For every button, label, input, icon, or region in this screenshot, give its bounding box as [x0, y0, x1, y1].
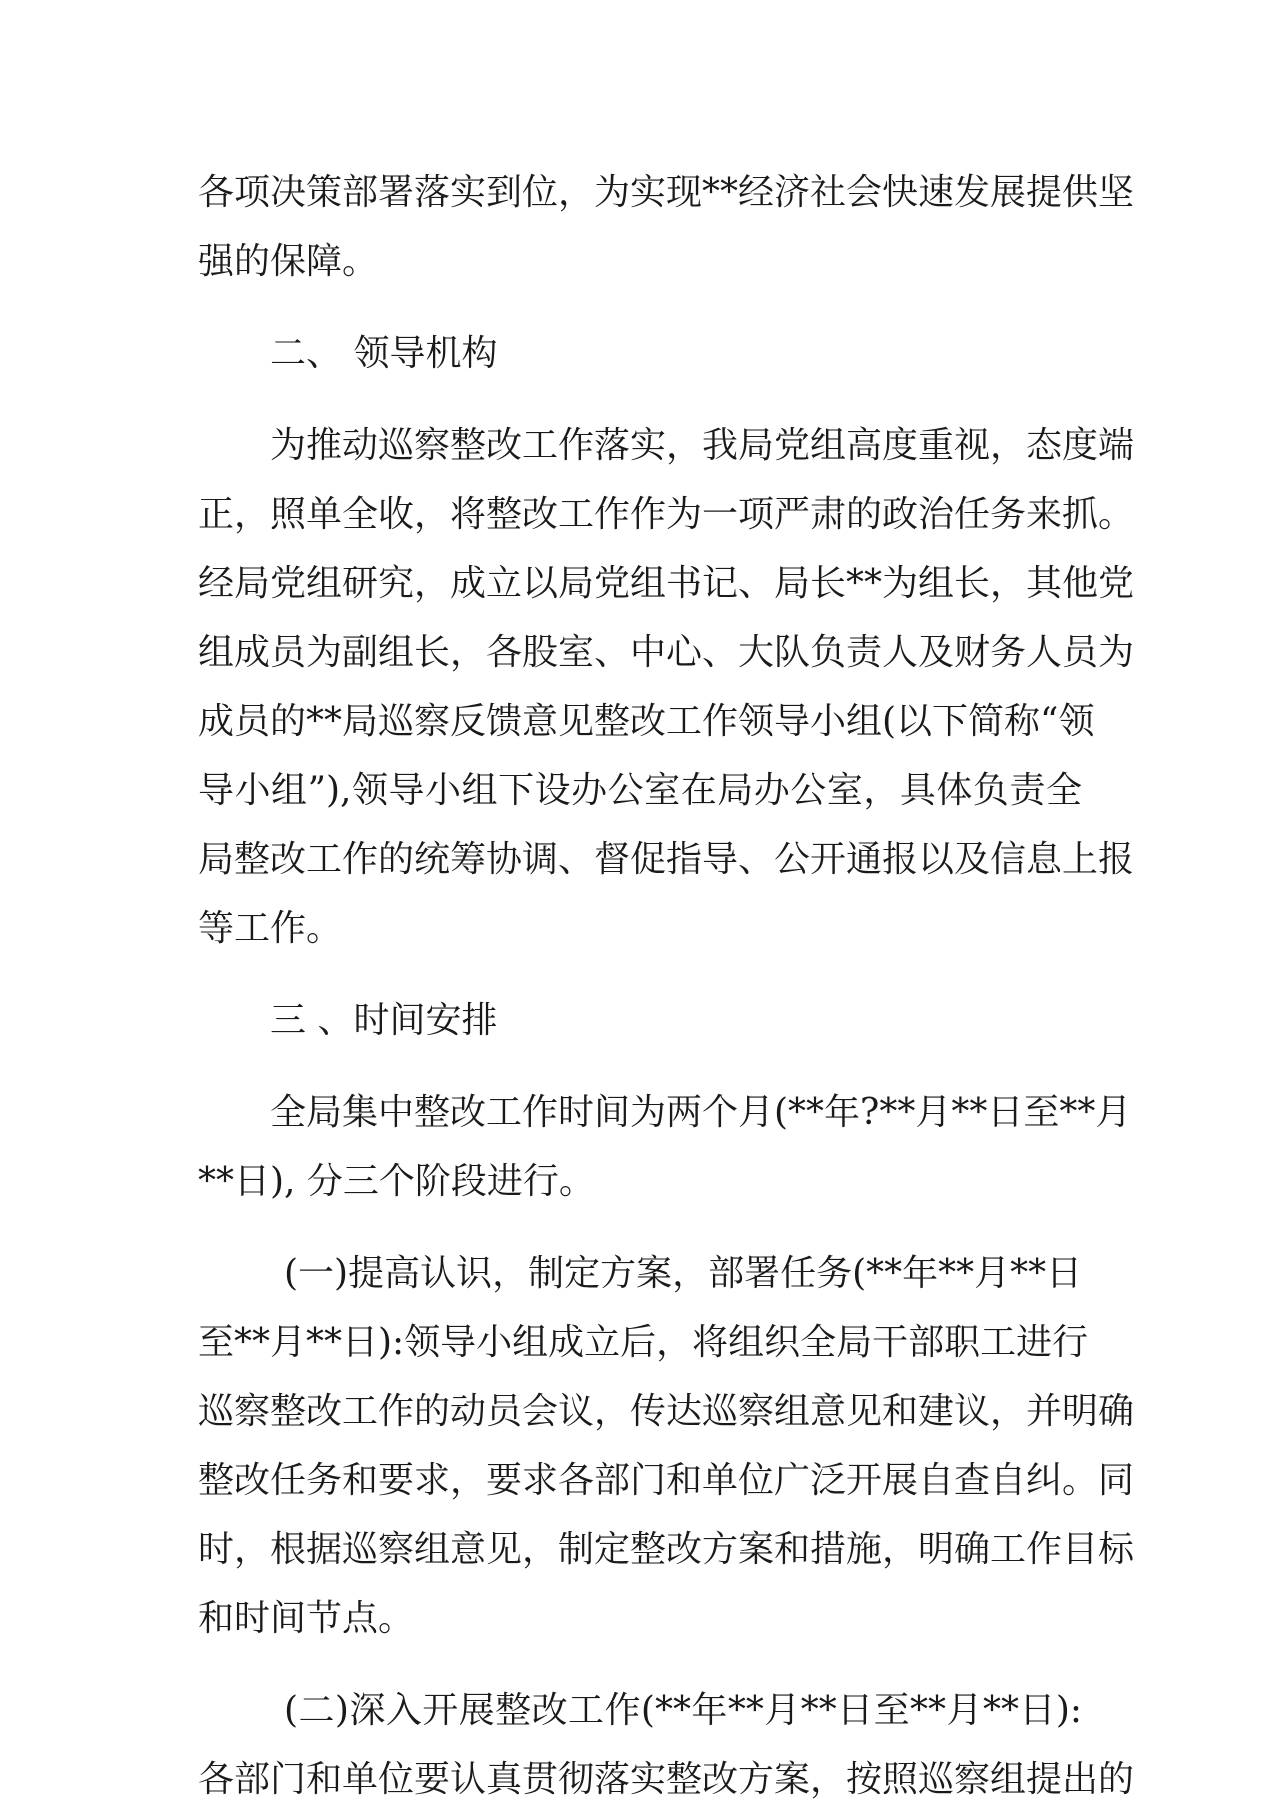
text-line: 组成员为副组长，各股室、中心、大队负责人及财务人员为 — [198, 632, 1135, 673]
text-line: 强的保障。 — [198, 241, 379, 282]
text-line: (二)深入开展整改工作(**年**月**日至**月**日): — [284, 1690, 1082, 1731]
text-line: 至**月**日):领导小组成立后，将组织全局干部职工进行 — [198, 1322, 1089, 1363]
text-line: 经局党组研究，成立以局党组书记、局长**为组长，其他党 — [198, 563, 1135, 604]
document-body — [198, 158, 1135, 1814]
text-line: (一)提高认识，制定方案，部署任务(**年**月**日 — [284, 1253, 1083, 1294]
text-line: 全局集中整改工作时间为两个月(**年?**月**日至**月 — [270, 1092, 1132, 1133]
text-line: 巡察整改工作的动员会议，传达巡察组意见和建议，并明确 — [198, 1391, 1135, 1432]
text-line: 局整改工作的统筹协调、督促指导、公开通报以及信息上报 — [198, 839, 1135, 880]
text-line: 各部门和单位要认真贯彻落实整改方案，按照巡察组提出的 — [198, 1759, 1135, 1800]
text-line: 成员的**局巡察反馈意见整改工作领导小组(以下简称“领 — [198, 701, 1095, 742]
text-line: 各项决策部署落实到位，为实现**经济社会快速发展提供坚 — [198, 172, 1135, 213]
text-line: 正，照单全收，将整改工作作为一项严肃的政治任务来抓。 — [198, 494, 1135, 535]
paragraph-intro-continuation — [198, 158, 1135, 296]
text-line: 时，根据巡察组意见，制定整改方案和措施，明确工作目标 — [198, 1529, 1135, 1570]
text-line: 和时间节点。 — [198, 1598, 415, 1639]
section-heading-leadership — [198, 319, 1082, 388]
paragraph-phase-1 — [198, 1239, 1135, 1653]
section-heading-schedule — [198, 986, 1082, 1055]
text-line: **日), 分三个阶段进行。 — [198, 1161, 595, 1202]
section-heading: 二、 领导机构 — [270, 333, 498, 374]
text-line: 整改任务和要求，要求各部门和单位广泛开展自查自纠。同 — [198, 1460, 1135, 1501]
paragraph-leadership-body — [198, 411, 1135, 963]
paragraph-phase-2 — [198, 1676, 1135, 1814]
section-heading: 三 、时间安排 — [270, 1000, 498, 1041]
text-line: 等工作。 — [198, 908, 343, 949]
paragraph-schedule-body — [198, 1078, 1132, 1216]
text-line: 导小组”),领导小组下设办公室在局办公室，具体负责全 — [198, 770, 1082, 811]
text-line: 为推动巡察整改工作落实，我局党组高度重视，态度端 — [270, 425, 1135, 466]
